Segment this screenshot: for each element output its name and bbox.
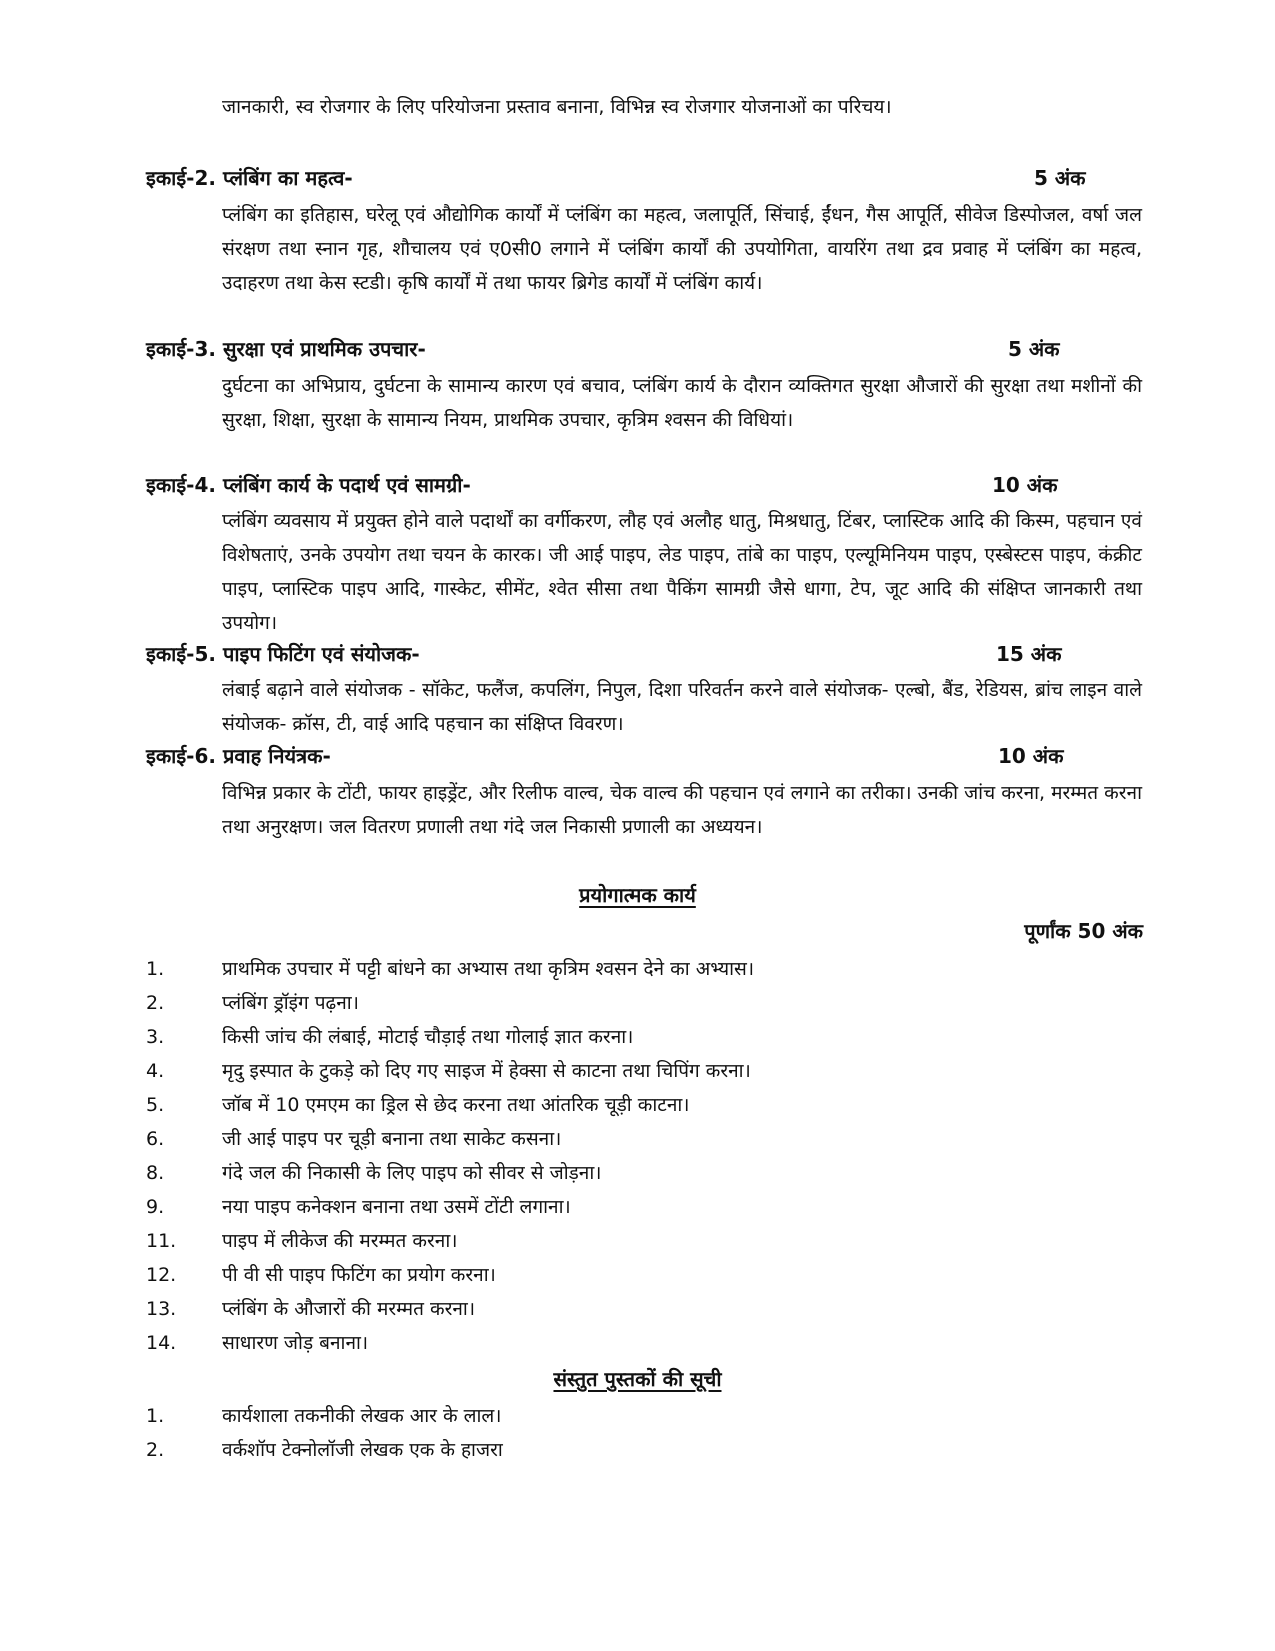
item-number: 4.	[146, 1060, 165, 1082]
list-item	[146, 1088, 1146, 1122]
books-heading-text: संस्तुत पुस्तकों की सूची	[553, 1367, 722, 1391]
item-number: 8.	[146, 1162, 165, 1184]
list-item	[146, 1292, 1146, 1326]
unit-4-marks: 10 अंक	[992, 473, 1058, 497]
unit-2-heading	[146, 162, 1146, 194]
practical-list	[146, 952, 1146, 1360]
unit-4-body: प्लंबिंग व्यवसाय में प्रयुक्त होने वाले पदार्थों का वर्गीकरण, लौह एवं अलौह धातु, मिश्रधातु, टिंबर, प्लास्टिक आदि की किस्म, पहचान एवं विशेषताएं, उनके उपयोग तथा चयन के कारक। जी आई पाइप, लेड पाइप, तांबे का पाइप, एल्यूमिनियम पाइप, एस्बेस्टस पाइप, कंक्रीट पाइप, प्लास्टिक पाइप आदि, गास्केट, सीमेंट, श्वेत सीसा तथा पैकिंग सामग्री जैसे धागा, टेप, जूट आदि की संक्षिप्त जानकारी तथा उपयोग।	[222, 510, 1142, 634]
unit-3-heading	[146, 333, 1146, 365]
item-text: जी आई पाइप पर चूड़ी बनाना तथा साकेट कसना।	[222, 1128, 562, 1150]
item-text: वर्कशॉप टेक्नोलॉजी लेखक एक के हाजरा	[222, 1439, 503, 1461]
list-item	[146, 1190, 1146, 1224]
item-number: 2.	[146, 992, 165, 1014]
practical-heading	[0, 878, 1275, 912]
item-number: 1.	[146, 1405, 165, 1427]
item-number: 9.	[146, 1196, 165, 1218]
item-number: 12.	[146, 1264, 177, 1286]
practical-total-marks: पूर्णांक 50 अंक	[1024, 919, 1143, 943]
books-list	[146, 1399, 1146, 1467]
unit-6-marks: 10 अंक	[998, 744, 1064, 768]
list-item	[146, 1054, 1146, 1088]
item-text: किसी जांच की लंबाई, मोटाई चौड़ाई तथा गोलाई ज्ञात करना।	[222, 1026, 634, 1048]
unit-5-marks: 15 अंक	[996, 642, 1062, 666]
item-number: 5.	[146, 1094, 165, 1116]
list-item	[146, 1326, 1146, 1360]
list-item	[146, 1122, 1146, 1156]
list-item	[146, 1433, 1146, 1467]
item-text: प्लंबिंग ड्रॉइंग पढ़ना।	[222, 992, 359, 1014]
unit-3-body: दुर्घटना का अभिप्राय, दुर्घटना के सामान्य कारण एवं बचाव, प्लंबिंग कार्य के दौरान व्यक्तिगत सुरक्षा औजारों की सुरक्षा तथा मशीनों की सुरक्षा, शिक्षा, सुरक्षा के सामान्य नियम, प्राथमिक उपचार, कृत्रिम श्वसन की विधियां।	[222, 375, 1142, 431]
item-text: प्लंबिंग के औजारों की मरम्मत करना।	[222, 1298, 476, 1320]
unit-6-body: विभिन्न प्रकार के टोंटी, फायर हाइड्रेंट, और रिलीफ वाल्व, चेक वाल्व की पहचान एवं लगाने का तरीका। उनकी जांच करना, मरम्मत करना तथा अनुरक्षण। जल वितरण प्रणाली तथा गंदे जल निकासी प्रणाली का अध्ययन।	[222, 782, 1142, 838]
unit-5-heading	[146, 638, 1146, 670]
item-number: 6.	[146, 1128, 165, 1150]
item-text: मृदु इस्पात के टुकड़े को दिए गए साइज में हेक्सा से काटना तथा चिपिंग करना।	[222, 1060, 751, 1082]
item-text: पी वी सी पाइप फिटिंग का प्रयोग करना।	[222, 1264, 496, 1286]
item-number: 14.	[146, 1332, 177, 1354]
list-item	[146, 1224, 1146, 1258]
unit-6-heading	[146, 740, 1146, 772]
item-number: 13.	[146, 1298, 177, 1320]
item-number: 2.	[146, 1439, 165, 1461]
unit-2-body: प्लंबिंग का इतिहास, घरेलू एवं औद्योगिक कार्यों में प्लंबिंग का महत्व, जलापूर्ति, सिंचाई, ईंधन, गैस आपूर्ति, सीवेज डिस्पोजल, वर्षा जल संरक्षण तथा स्नान गृह, शौचालय एवं ए0सी0 लगाने में प्लंबिंग कार्यों की उपयोगिता, वायरिंग तथा द्रव प्रवाह में प्लंबिंग का महत्व, उदाहरण तथा केस स्टडी। कृषि कार्यों में तथा फायर ब्रिगेड कार्यों में प्लंबिंग कार्य।	[222, 204, 1142, 294]
item-text: कार्यशाला तकनीकी लेखक आर के लाल।	[222, 1405, 502, 1427]
item-number: 11.	[146, 1230, 177, 1252]
list-item	[146, 986, 1146, 1020]
practical-heading-text: प्रयोगात्मक कार्य	[579, 883, 696, 907]
list-item	[146, 1020, 1146, 1054]
list-item	[146, 952, 1146, 986]
unit-3-title: इकाई-3. सुरक्षा एवं प्राथमिक उपचार-	[146, 337, 426, 361]
item-text: गंदे जल की निकासी के लिए पाइप को सीवर से जोड़ना।	[222, 1162, 602, 1184]
list-item	[146, 1258, 1146, 1292]
list-item	[146, 1156, 1146, 1190]
intro-paragraph: जानकारी, स्व रोजगार के लिए परियोजना प्रस्ताव बनाना, विभिन्न स्व रोजगार योजनाओं का परिचय।	[222, 96, 892, 118]
item-text: पाइप में लीकेज की मरम्मत करना।	[222, 1230, 458, 1252]
item-number: 3.	[146, 1026, 165, 1048]
unit-5-body: लंबाई बढ़ाने वाले संयोजक - सॉकेट, फलैंज, कपलिंग, निपुल, दिशा परिवर्तन करने वाले संयोजक- एल्बो, बैंड, रेडियस, ब्रांच लाइन वाले संयोजक- क्रॉस, टी, वाई आदि पहचान का संक्षिप्त विवरण।	[222, 679, 1142, 735]
unit-4-title: इकाई-4. प्लंबिंग कार्य के पदार्थ एवं सामग्री-	[146, 473, 471, 497]
unit-6-title: इकाई-6. प्रवाह नियंत्रक-	[146, 744, 331, 768]
item-text: जॉब में 10 एमएम का ड्रिल से छेद करना तथा आंतरिक चूड़ी काटना।	[222, 1094, 690, 1116]
unit-2-title: इकाई-2. प्लंबिंग का महत्व-	[146, 166, 353, 190]
books-heading	[0, 1362, 1275, 1396]
item-text: प्राथमिक उपचार में पट्टी बांधने का अभ्यास तथा कृत्रिम श्वसन देने का अभ्यास।	[222, 958, 755, 980]
list-item	[146, 1399, 1146, 1433]
item-text: नया पाइप कनेक्शन बनाना तथा उसमें टोंटी लगाना।	[222, 1196, 571, 1218]
unit-3-marks: 5 अंक	[1008, 337, 1060, 361]
unit-4-heading	[146, 469, 1146, 501]
unit-2-marks: 5 अंक	[1034, 166, 1086, 190]
unit-5-title: इकाई-5. पाइप फिटिंग एवं संयोजक-	[146, 642, 420, 666]
item-number: 1.	[146, 958, 165, 980]
item-text: साधारण जोड़ बनाना।	[222, 1332, 369, 1354]
